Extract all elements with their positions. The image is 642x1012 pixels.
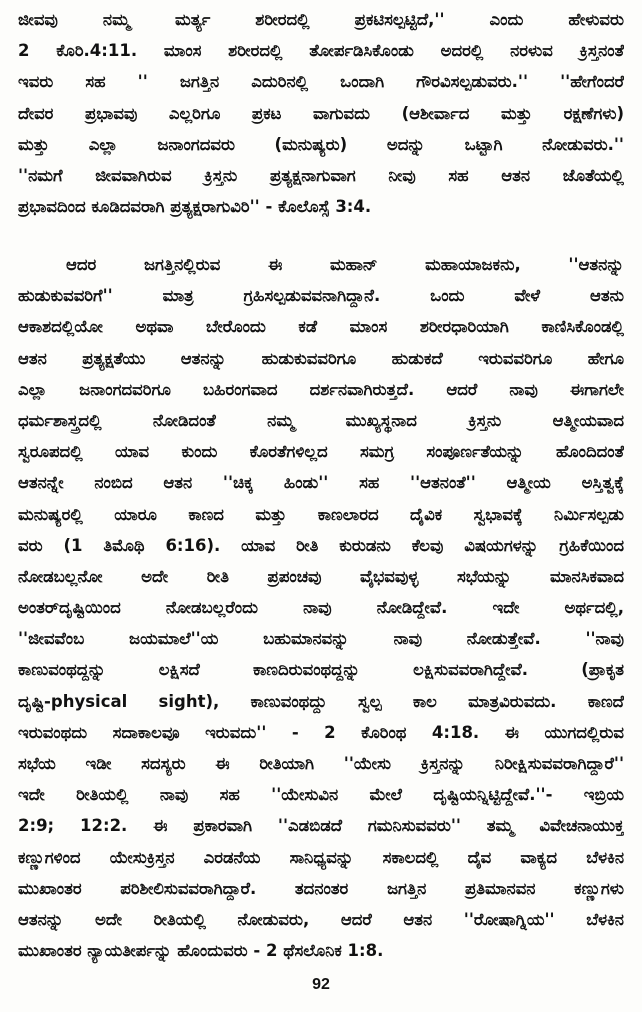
text-line: ವರು (1 ತಿಮೊಥಿ 6:16). ಯಾವ ರೀತಿ ಕುರುಡನು ಕೆಲವು ವಿಷಯಗಳನ್ನು ಗ್ರಹಿಕೆಯಿಂದ (18, 535, 624, 555)
text-line: ಇವರು ಸಹ '' ಜಗತ್ತಿನ ಎದುರಿನಲ್ಲಿ ಒಂದಾಗಿ ಗೌರವಿಸಲ್ಪಡುವರು.'' ''ಹೇಗೆಂದರೆ (18, 72, 624, 92)
text-line: ಕಾಣುವಂಥದ್ದನ್ನು ಲಕ್ಷಿಸದೆ ಕಾಣದಿರುವಂಥದ್ದನ್ನು ಲಕ್ಷಿಸುವವರಾಗಿದ್ದೇವೆ. (ಪ್ರಾಕೃತ (18, 660, 624, 680)
text-line: ದೇವರ ಪ್ರಭಾವವು ಎಲ್ಲರಿಗೂ ಪ್ರಕಟ ವಾಗುವದು (ಆಶೀರ್ವಾದ ಮತ್ತು ರಕ್ಷಣೆಗಳು) (18, 103, 624, 123)
text-line: 2 ಕೊರಿ.4:11. ಮಾಂಸ ಶರೀರದಲ್ಲಿ ತೋರ್ಪಡಿಸಿಕೊಂಡು ಅದರಲ್ಲಿ ನರಳುವ ಕ್ರಿಸ್ತನಂತೆ (18, 41, 624, 61)
page-number: 92 (312, 976, 330, 993)
text-line: ಧರ್ಮಶಾಸ್ತ್ರದಲ್ಲಿ ನೋಡಿದಂತೆ ನಮ್ಮ ಮುಖ್ಯಸ್ಥನಾದ ಕ್ರಿಸ್ತನು ಆತ್ಮೀಯವಾದ (18, 410, 624, 430)
text-line: ಹುಡುಕುವವರಿಗೆ'' ಮಾತ್ರ ಗ್ರಹಿಸಲ್ಪಡುವವನಾಗಿದ್ದಾನೆ. ಒಂದು ವೇಳೆ ಆತನು (18, 286, 624, 306)
text-line: ನೋಡಬಲ್ಲನೋ ಅದೇ ರೀತಿ ಪ್ರಪಂಚವು ವೈಭವವುಳ್ಳ ಸಭೆಯನ್ನು ಮಾನಸಿಕವಾದ (18, 566, 624, 586)
text-line: ಎಲ್ಲಾ ಜನಾಂಗದವರಿಗೂ ಬಹಿರಂಗವಾದ ದರ್ಶನವಾಗಿರುತ್ತದೆ. ಆದರೆ ನಾವು ಈಗಾಗಲೇ (18, 379, 624, 399)
text-line: ಮುಖಾಂತರ ಪರಿಶೀಲಿಸುವವರಾಗಿದ್ದಾರೆ. ತದನಂತರ ಜಗತ್ತಿನ ಪ್ರತಿಮಾನವನ ಕಣ್ಣುಗಳು (18, 878, 624, 898)
text-line: ಆತನ ಪ್ರತ್ಯಕ್ಷತೆಯು ಆತನನ್ನು ಹುಡುಕುವವರಿಗೂ ಹುಡುಕದೆ ಇರುವವರಿಗೂ ಹೇಗೂ (18, 348, 624, 368)
paragraph-1 (18, 4, 624, 222)
paragraph-2 (18, 249, 624, 966)
text-line: ಜೀವವು ನಮ್ಮ ಮರ್ತ್ಯ ಶರೀರದಲ್ಲಿ ಪ್ರಕಟಿಸಲ್ಪಟ್ಟಿದೆ,'' ಎಂದು ಹೇಳುವರು (18, 10, 624, 29)
text-line: ಕಣ್ಣುಗಳಿಂದ ಯೇಸುಕ್ರಿಸ್ತನ ಎರಡನೆಯ ಸಾನಿಧ್ಯವನ್ನು ಸಕಾಲದಲ್ಲಿ ದೈವ ವಾಕ್ಯದ ಬೆಳಕಿನ (18, 847, 624, 867)
text-line: ಮುಖಾಂತರ ನ್ಯಾಯತೀರ್ಪನ್ನು ಹೊಂದುವರು - 2 ಥೆಸಲೊನಿಕ 1:8. (18, 941, 384, 961)
text-line: ಇರುವಂಥದು ಸದಾಕಾಲವೂ ಇರುವದು'' - 2 ಕೊರಿಂಥ 4:18. ಈ ಯುಗದಲ್ಲಿರುವ (18, 722, 624, 742)
text-line: ಇದೇ ರೀತಿಯಲ್ಲಿ ನಾವು ಸಹ ''ಯೇಸುವಿನ ಮೇಲೆ ದೃಷ್ಟಿಯನ್ನಿಟ್ಟಿದ್ದೇವೆ.''- ಇಬ್ರಿಯ (18, 785, 624, 805)
text-line: ಮತ್ತು ಎಲ್ಲಾ ಜನಾಂಗದವರು (ಮನುಷ್ಯರು) ಅದನ್ನು ಒಟ್ಟಾಗಿ ನೋಡುವರು.'' (18, 134, 624, 154)
text-line: ದೃಷ್ಟಿ-physical sight), ಕಾಣುವಂಥದ್ದು ಸ್ವಲ್ಪ ಕಾಲ ಮಾತ್ರವಿರುವದು. ಕಾಣದೆ (18, 691, 624, 711)
text-line: ಆತನನ್ನು ಅದೇ ರೀತಿಯಲ್ಲಿ ನೋಡುವರು, ಆದರೆ ಆತನ ''ರೋಷಾಗ್ನಿಯ'' ಬೆಳಕಿನ (18, 909, 624, 929)
text-line: ಆತನನ್ನೇ ನಂಬಿದ ಆತನ ''ಚಿಕ್ಕ ಹಿಂಡು'' ಸಹ ''ಆತನಂತೆ'' ಆತ್ಮೀಯ ಅಸ್ತಿತ್ವಕ್ಕೆ (18, 473, 624, 493)
text-line: ಅಂತರ್‌ದೃಷ್ಟಿಯಿಂದ ನೋಡಬಲ್ಲರೆಂದು ನಾವು ನೋಡಿದ್ದೇವೆ. ಇದೇ ಅರ್ಥದಲ್ಲಿ, (18, 598, 624, 618)
text-line: ಸ್ವರೂಪದಲ್ಲಿ ಯಾವ ಕುಂದು ಕೊರತೆಗಳಿಲ್ಲದ ಸಮಗ್ರ ಸಂಪೂರ್ಣತೆಯನ್ನು ಹೊಂದಿದಂತೆ (18, 442, 624, 462)
text-line: ಆದರ ಜಗತ್ತಿನಲ್ಲಿರುವ ಈ ಮಹಾನ್ ಮಹಾಯಾಜಕನು, ''ಆತನನ್ನು (66, 255, 624, 274)
text-line: ಮನುಷ್ಯರಲ್ಲಿ ಯಾರೂ ಕಾಣದ ಮತ್ತು ಕಾಣಲಾರದ ದೈವಿಕ ಸ್ವಭಾವಕ್ಕೆ ನಿರ್ಮಿಸಲ್ಪಡು (18, 504, 624, 524)
text-line: ''ಜೀವವೆಂಬ ಜಯಮಾಲೆ''ಯ ಬಹುಮಾನವನ್ನು ನಾವು ನೋಡುತ್ತೇವೆ. ''ನಾವು (18, 629, 624, 649)
text-line: ಸಭೆಯ ಇಡೀ ಸದಸ್ಯರು ಈ ರೀತಿಯಾಗಿ ''ಯೇಸು ಕ್ರಿಸ್ತನನ್ನು ನಿರೀಕ್ಷಿಸುವವರಾಗಿದ್ದಾರೆ'' (18, 754, 624, 773)
text-line: 2:9; 12:2. ಈ ಪ್ರಕಾರವಾಗಿ ''ಎಡಬಿಡದೆ ಗಮನಿಸುವವರು'' ತಮ್ಮ ವಿವೇಚನಾಯುಕ್ತ (18, 816, 624, 836)
text-line: ಆಕಾಶದಲ್ಲಿಯೋ ಅಥವಾ ಬೇರೊಂದು ಕಡೆ ಮಾಂಸ ಶರೀರಧಾರಿಯಾಗಿ ಕಾಣಿಸಿಕೊಂಡಲ್ಲಿ (18, 317, 624, 337)
text-line: ಪ್ರಭಾವದಿಂದ ಕೂಡಿದವರಾಗಿ ಪ್ರತ್ಯಕ್ಷರಾಗುವಿರಿ'' - ಕೊಲೊಸ್ಸೆ 3:4. (18, 197, 372, 217)
text-line: ''ನಮಗೆ ಜೀವವಾಗಿರುವ ಕ್ರಿಸ್ತನು ಪ್ರತ್ಯಕ್ಷನಾಗುವಾಗ ನೀವು ಸಹ ಆತನ ಜೊತೆಯಲ್ಲಿ (18, 165, 624, 185)
